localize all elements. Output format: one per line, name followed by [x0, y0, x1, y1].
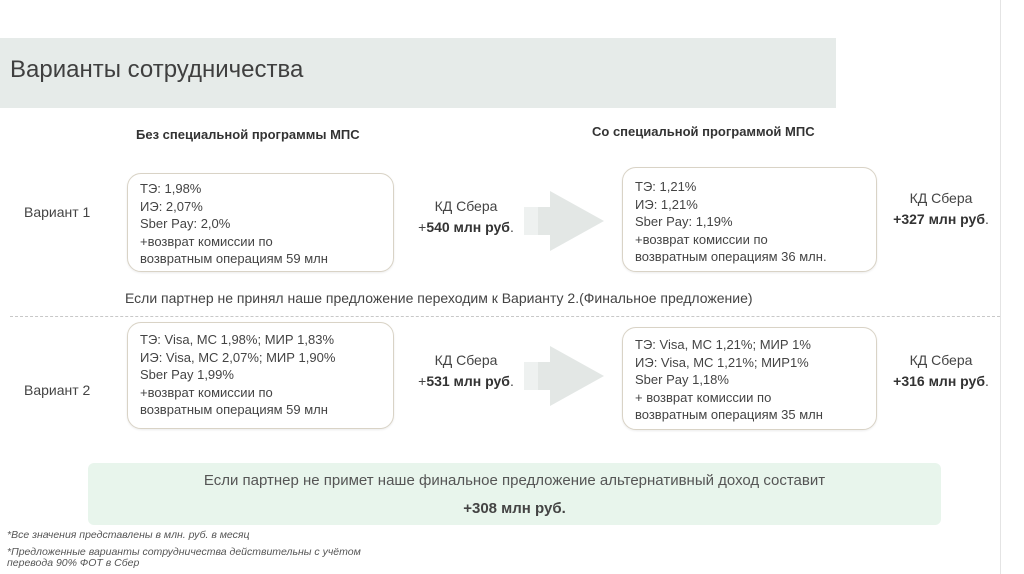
column-header-without: Без специальной программы МПС [136, 127, 360, 142]
middle-note: Если партнер не принял наше предложение переходим к Варианту 2.(Финальное предложение) [125, 290, 753, 306]
kd-label: КД Сбера [909, 352, 973, 368]
title-band [0, 38, 836, 108]
kd-suffix: . [509, 373, 514, 389]
kd-value: 531 млн руб [426, 373, 510, 389]
footnote-3: перевода 90% ФОТ в Сбер [7, 557, 140, 569]
variant-1-with-box [622, 167, 877, 272]
kd-plus: + [418, 373, 427, 389]
kd-plus: + [418, 219, 427, 235]
column-header-with: Со специальной программой МПС [592, 124, 815, 139]
footnote-2: *Предложенные варианты сотрудничества действительны с учётом [7, 546, 361, 558]
kd-value: +316 млн руб [893, 373, 985, 389]
rate-line: +возврат комиссии по [140, 384, 273, 400]
rate-line: ТЭ: Visa, MC 1,21%; МИР 1% [635, 337, 811, 352]
variant-2-label: Вариант 2 [24, 382, 91, 398]
kd-label: КД Сбера [434, 198, 498, 214]
rate-line: возвратным операциям 36 млн. [635, 249, 827, 264]
variant-1-label: Вариант 1 [24, 204, 91, 220]
rate-line: Sber Pay: 2,0% [140, 216, 231, 231]
rate-line: + возврат комиссии по [635, 389, 772, 405]
variant-1-with-kd [880, 188, 1002, 230]
rate-line: ИЭ: Visa, MC 1,21%; МИР1% [635, 354, 809, 370]
kd-label: КД Сбера [434, 352, 498, 368]
rate-line: +возврат комиссии по [635, 231, 768, 247]
rate-line: ТЭ: 1,98% [140, 181, 202, 196]
kd-label: КД Сбера [909, 190, 973, 206]
kd-suffix: . [509, 219, 514, 235]
final-proposal-band [88, 463, 941, 525]
rate-line: возвратным операциям 35 млн [635, 407, 823, 422]
rate-line: Sber Pay 1,99% [140, 367, 234, 382]
page-title: Варианты сотрудничества [10, 56, 304, 83]
right-divider [1000, 0, 1001, 574]
variant-2-without-box [127, 322, 394, 429]
right-arrow-icon [524, 189, 616, 253]
footnote-1: *Все значения представлены в млн. руб. в месяц [7, 529, 250, 541]
kd-suffix: . [984, 373, 989, 389]
variant-2-without-kd [404, 350, 528, 392]
kd-value: +327 млн руб [893, 211, 985, 227]
rate-line: +возврат комиссии по [140, 233, 273, 249]
variant-2-with-kd [880, 350, 1002, 392]
kd-suffix: . [984, 211, 989, 227]
rate-line: ТЭ: Visa, MC 1,98%; МИР 1,83% [140, 332, 335, 347]
variant-1-without-kd [404, 196, 528, 238]
variant-1-without-box [127, 173, 394, 272]
final-proposal-value: +308 млн руб. [463, 500, 566, 517]
rate-line: возвратным операциям 59 млн [140, 251, 328, 266]
rate-line: возвратным операциям 59 млн [140, 402, 328, 417]
right-arrow-icon [524, 344, 616, 408]
rate-line: Sber Pay 1,18% [635, 372, 729, 387]
variant-2-with-box [622, 327, 877, 430]
rate-line: ИЭ: Visa, MC 2,07%; МИР 1,90% [140, 349, 336, 365]
rate-line: Sber Pay: 1,19% [635, 214, 733, 229]
rate-line: ТЭ: 1,21% [635, 179, 697, 194]
final-proposal-text: Если партнер не примет наше финальное предложение альтернативный доход составит [203, 472, 826, 489]
rate-line: ИЭ: 1,21% [635, 196, 698, 212]
kd-value: 540 млн руб [426, 219, 510, 235]
dashed-divider [10, 316, 1000, 317]
rate-line: ИЭ: 2,07% [140, 198, 203, 214]
